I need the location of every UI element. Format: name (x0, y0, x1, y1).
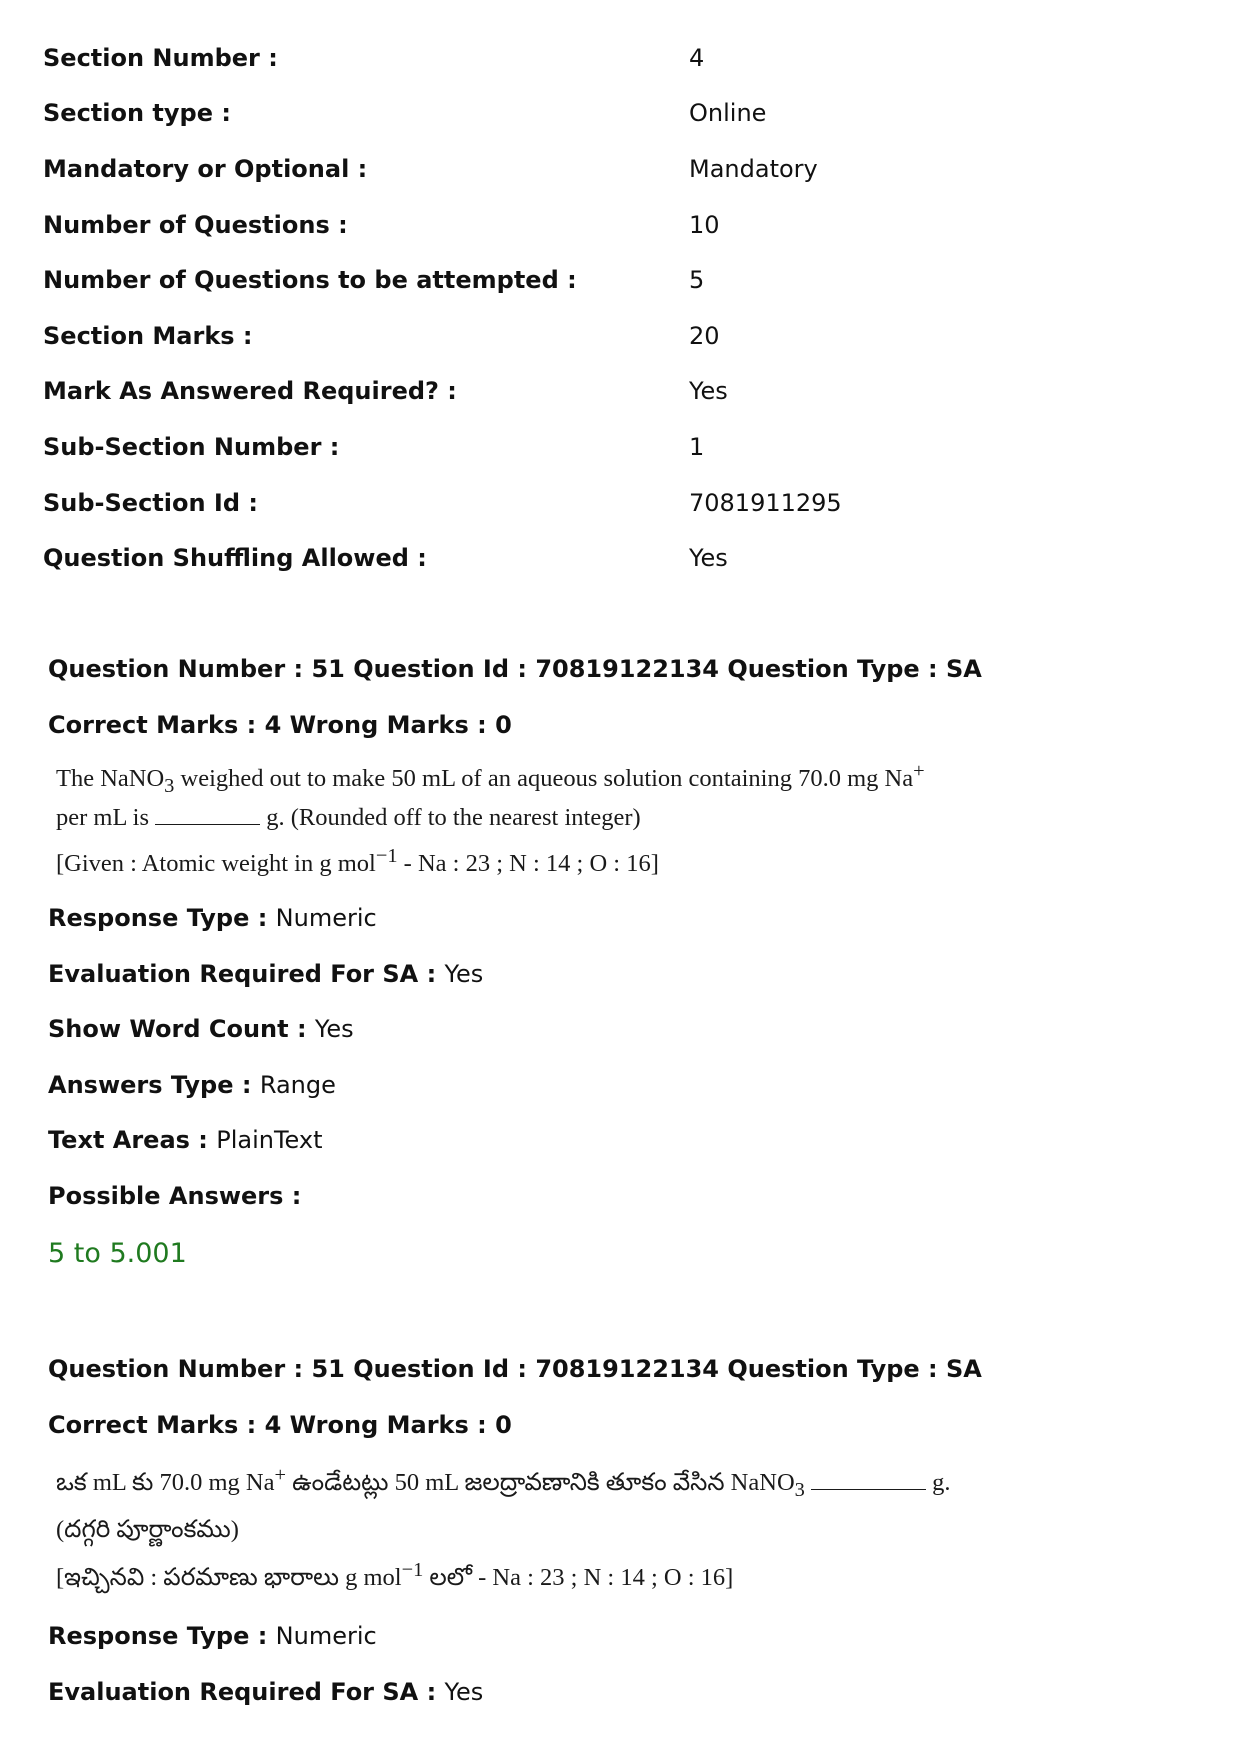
section-row (43, 141, 1193, 197)
question-text-segment: - Na : 23 ; N : 14 ; O : 16] (397, 850, 659, 878)
section-row (43, 364, 1193, 420)
question-text-segment: per mL is (56, 804, 149, 832)
section-row-value: Mandatory (689, 154, 818, 183)
section-info-table (43, 30, 1193, 586)
answer-blank (811, 1471, 926, 1490)
question-text (56, 1455, 1198, 1598)
section-row-label: Sub-Section Id : (43, 488, 258, 517)
section-row (43, 197, 1193, 253)
section-row-label: Number of Questions : (43, 210, 348, 239)
question-text-segment: [Given : Atomic weight in g mol (56, 850, 376, 878)
question-header: Question Number : 51 Question Id : 70819122134 Question Type : SA (48, 655, 982, 683)
question-text (56, 755, 1198, 880)
question-text-segment: g. (Rounded off to the nearest integer) (260, 804, 641, 832)
superscript: + (274, 1464, 286, 1486)
evaluation-required: Evaluation Required For SA : Yes (48, 959, 484, 988)
section-row-value: Online (689, 99, 767, 128)
question-text-segment: ఒక mL కు 70.0 mg Na (56, 1469, 275, 1497)
text-areas: Text Areas : PlainText (48, 1126, 323, 1155)
possible-answers-label: Possible Answers : (48, 1181, 302, 1210)
section-row-label: Section Marks : (43, 321, 253, 350)
question-text-segment: (దగ్గరి పూర్ణాంకము) (56, 1516, 239, 1544)
section-row-label: Question Shuffling Allowed : (43, 544, 427, 573)
question-header: Question Number : 51 Question Id : 70819122134 Question Type : SA (48, 1355, 982, 1383)
question-marks: Correct Marks : 4 Wrong Marks : 0 (48, 711, 512, 739)
response-type: Response Type : Numeric (48, 904, 377, 932)
section-row (43, 530, 1193, 586)
section-row-value: Yes (689, 377, 728, 406)
section-row (43, 419, 1193, 475)
section-row-value: 20 (689, 321, 720, 350)
question-text-segment: g. (925, 1469, 951, 1497)
section-row-value: 5 (689, 266, 705, 295)
question-block-english (48, 641, 1198, 1284)
superscript: −1 (401, 1559, 424, 1582)
question-text-segment: లలో - Na : 23 ; N : 14 ; O : 16] (423, 1564, 734, 1592)
question-text-segment: weighed out to make 50 mL of an aqueous solution containing 70.0 mg Na (174, 765, 914, 793)
answer-blank (155, 806, 260, 825)
question-text-segment: The NaNO (56, 765, 165, 793)
superscript: −1 (375, 845, 398, 868)
section-row (43, 86, 1193, 142)
question-text-segment: ఉండేటట్లు 50 mL జలద్రావణానికి తూకం వేసిన NaNO (285, 1469, 795, 1497)
section-row-value: 1 (689, 432, 705, 461)
section-row-label: Number of Questions to be attempted : (43, 266, 577, 295)
section-row-label: Mandatory or Optional : (43, 154, 368, 183)
subscript: 3 (164, 775, 175, 798)
section-row-label: Sub-Section Number : (43, 432, 340, 461)
section-row-value: Yes (689, 544, 728, 573)
section-row-label: Section Number : (43, 43, 278, 72)
section-row (43, 252, 1193, 308)
section-row-value: 4 (689, 43, 705, 72)
response-type: Response Type : Numeric (48, 1622, 377, 1650)
evaluation-required: Evaluation Required For SA : Yes (48, 1677, 484, 1706)
question-text-segment: [ఇచ్చినవి : పరమాణు భారాలు g mol (56, 1564, 402, 1592)
section-row (43, 30, 1193, 86)
subscript: 3 (794, 1479, 805, 1502)
show-word-count: Show Word Count : Yes (48, 1015, 354, 1044)
question-block-telugu (48, 1341, 1198, 1719)
section-row-label: Mark As Answered Required? : (43, 377, 457, 406)
superscript: + (913, 760, 925, 782)
section-row-label: Section type : (43, 99, 231, 128)
answers-type: Answers Type : Range (48, 1070, 336, 1099)
section-row (43, 475, 1193, 531)
possible-answer-value: 5 to 5.001 (48, 1238, 187, 1270)
question-marks: Correct Marks : 4 Wrong Marks : 0 (48, 1411, 512, 1439)
section-row-value: 7081911295 (689, 488, 842, 517)
section-row (43, 308, 1193, 364)
section-row-value: 10 (689, 210, 720, 239)
